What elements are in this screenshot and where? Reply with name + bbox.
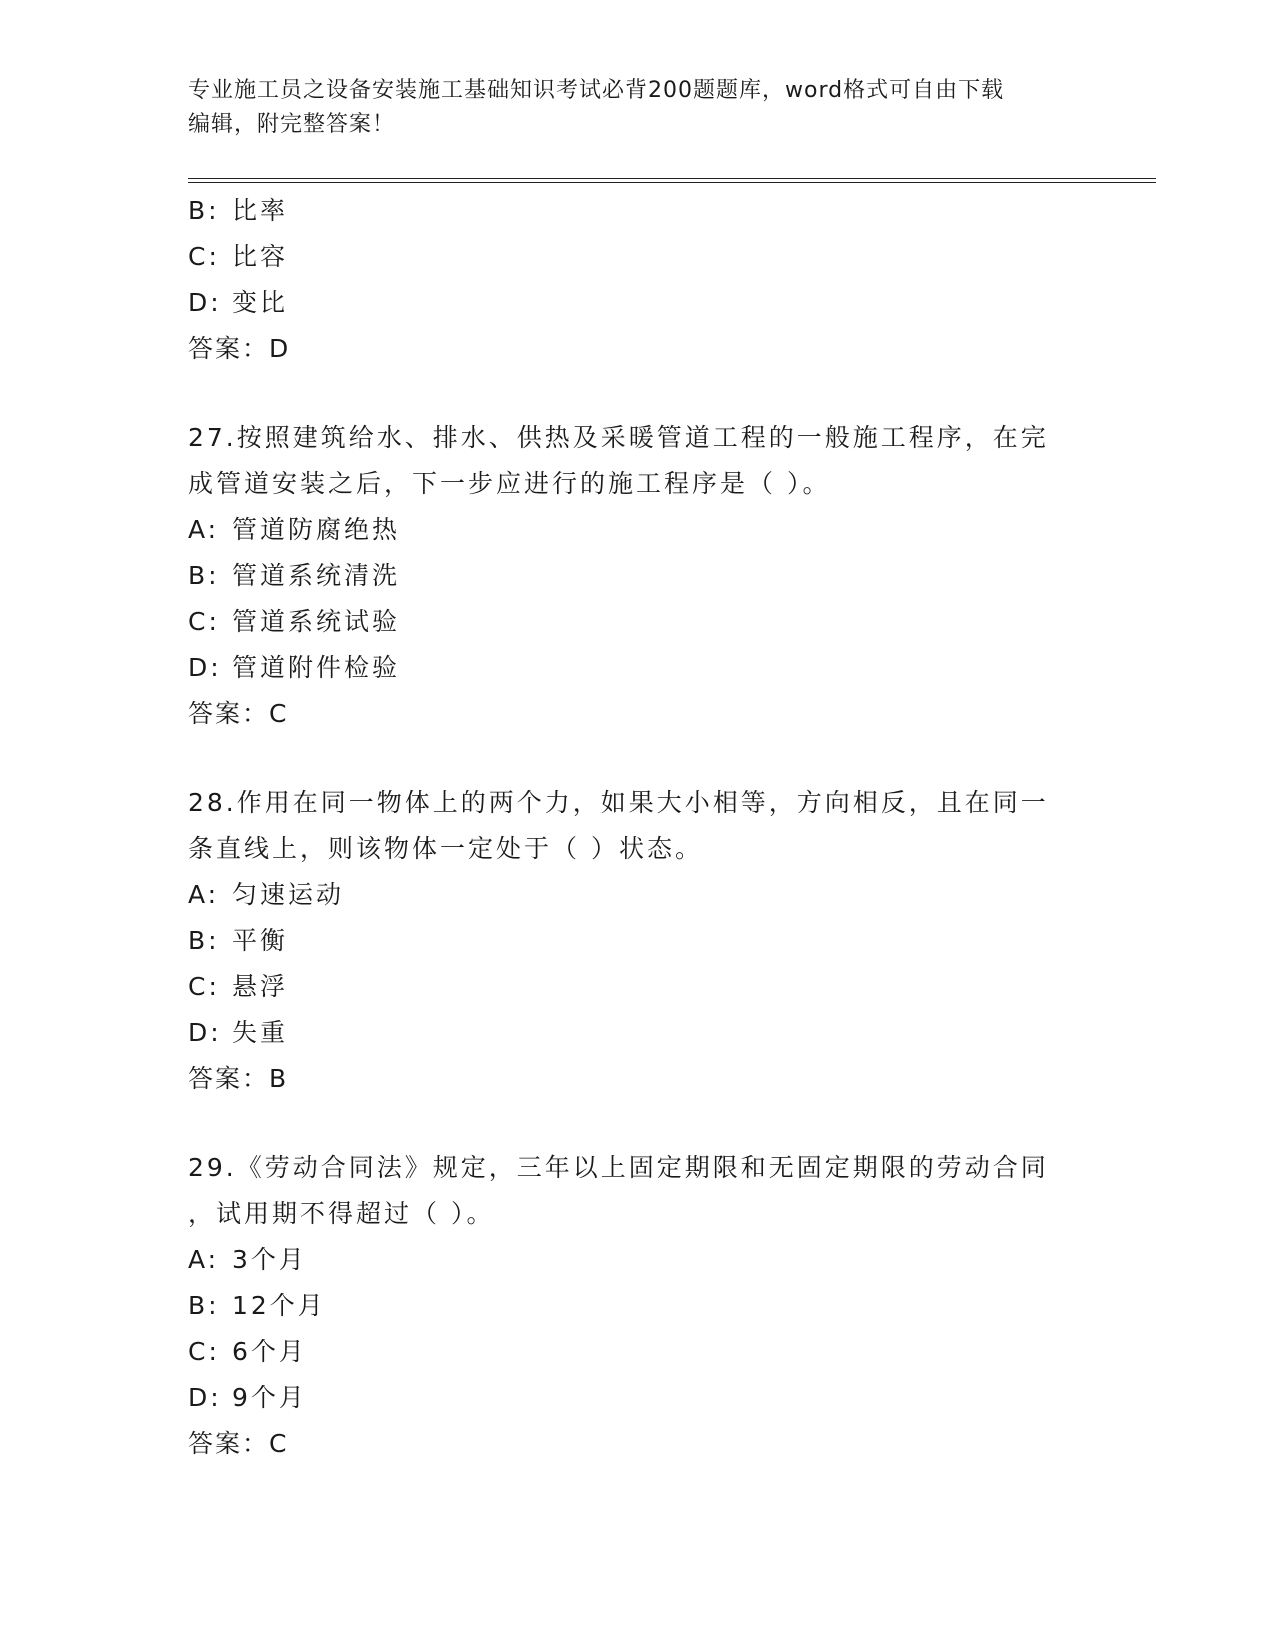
option-text: 管道附件检验: [232, 653, 401, 682]
option-key: C:: [188, 607, 220, 636]
option-text: 平衡: [232, 926, 289, 955]
option-b: [188, 188, 1088, 234]
option-d: [188, 645, 1088, 691]
option-key: B:: [188, 1291, 220, 1320]
option-key: D:: [188, 1383, 222, 1412]
option-text: 变比: [232, 288, 289, 317]
option-text: 比率: [232, 196, 289, 225]
option-a: [188, 872, 1088, 918]
option-text: 12个月: [232, 1291, 326, 1320]
option-text: 9个月: [232, 1383, 307, 1412]
option-text: 悬浮: [232, 972, 289, 1001]
option-key: C:: [188, 972, 220, 1001]
spacer: [188, 372, 1088, 415]
question-stem-line-2: 条直线上，则该物体一定处于（ ）状态。: [188, 834, 703, 863]
option-key: B:: [188, 926, 220, 955]
option-d: [188, 1375, 1088, 1421]
option-c: [188, 964, 1088, 1010]
spacer: [188, 737, 1088, 780]
answer-line: 答案：C: [188, 1429, 289, 1458]
option-d: [188, 1010, 1088, 1056]
answer-line: 答案：B: [188, 1064, 289, 1093]
option-c: [188, 234, 1088, 280]
answer-line: 答案：C: [188, 699, 289, 728]
question-29: [188, 1145, 1088, 1467]
question-26-partial: [188, 188, 1088, 372]
option-key: A:: [188, 1245, 220, 1274]
answer-line: 答案：D: [188, 334, 291, 363]
question-stem-line-2: 成管道安装之后，下一步应进行的施工程序是（ ）。: [188, 469, 831, 498]
option-key: D:: [188, 288, 222, 317]
option-text: 失重: [232, 1018, 289, 1047]
option-text: 6个月: [232, 1337, 307, 1366]
question-stem-line-2: ，试用期不得超过（ ）。: [188, 1199, 495, 1228]
option-a: [188, 1237, 1088, 1283]
option-key: A:: [188, 515, 220, 544]
option-text: 3个月: [232, 1245, 307, 1274]
option-key: C:: [188, 242, 220, 271]
question-stem-line-1: 29.《劳动合同法》规定，三年以上固定期限和无固定期限的劳动合同: [188, 1153, 1049, 1182]
option-key: C:: [188, 1337, 220, 1366]
option-a: [188, 507, 1088, 553]
question-stem-line-1: 27.按照建筑给水、排水、供热及采暖管道工程的一般施工程序，在完: [188, 423, 1049, 452]
option-key: B:: [188, 561, 220, 590]
header-line-1: 专业施工员之设备安装施工基础知识考试必背200题题库，word格式可自由下载: [188, 78, 1005, 103]
option-c: [188, 599, 1088, 645]
question-27: [188, 415, 1088, 737]
question-28: [188, 780, 1088, 1102]
option-b: [188, 918, 1088, 964]
option-text: 管道系统清洗: [232, 561, 401, 590]
option-b: [188, 1283, 1088, 1329]
question-list: [188, 188, 1088, 1467]
option-text: 比容: [232, 242, 289, 271]
option-key: B:: [188, 196, 220, 225]
header-line-2: 编辑，附完整答案！: [188, 112, 396, 137]
option-text: 管道防腐绝热: [232, 515, 401, 544]
header-divider: [188, 178, 1156, 183]
option-text: 匀速运动: [232, 880, 345, 909]
document-header: [188, 74, 1088, 142]
spacer: [188, 1102, 1088, 1145]
option-d: [188, 280, 1088, 326]
option-b: [188, 553, 1088, 599]
option-key: A:: [188, 880, 220, 909]
question-stem-line-1: 28.作用在同一物体上的两个力，如果大小相等，方向相反，且在同一: [188, 788, 1049, 817]
option-text: 管道系统试验: [232, 607, 401, 636]
option-c: [188, 1329, 1088, 1375]
option-key: D:: [188, 653, 222, 682]
option-key: D:: [188, 1018, 222, 1047]
